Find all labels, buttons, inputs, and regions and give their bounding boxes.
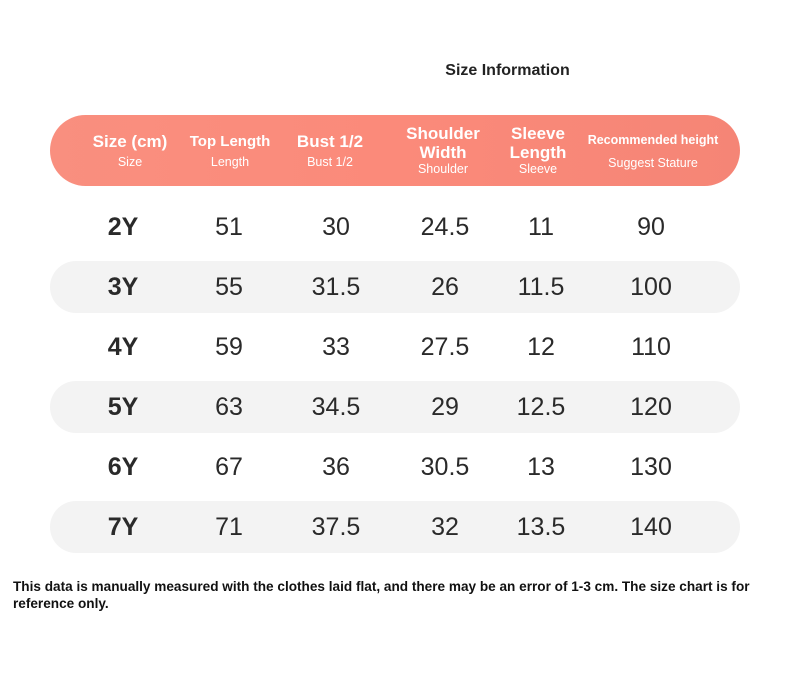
cell-bust: 33 (322, 333, 350, 361)
cell-shoulder: 27.5 (420, 333, 470, 361)
header-height (578, 115, 728, 186)
header-sleeve-sub: Sleeve (518, 162, 558, 176)
table-row (50, 501, 740, 553)
header-length (180, 115, 280, 186)
cell-sleeve: 13.5 (516, 513, 566, 541)
cell-size: 4Y (107, 333, 139, 361)
cell-shoulder: 32 (431, 513, 459, 541)
cell-bust: 34.5 (311, 393, 361, 421)
header-length-label: Top Length (189, 132, 271, 150)
header-shoulder-label: Shoulder Width (406, 124, 480, 162)
cell-length: 71 (215, 513, 243, 541)
cell-height: 140 (630, 513, 672, 541)
table-row (50, 441, 740, 493)
cell-bust: 31.5 (311, 273, 361, 301)
header-bust-label: Bust 1/2 (296, 131, 364, 151)
cell-size: 5Y (107, 393, 139, 421)
cell-height: 90 (637, 213, 665, 241)
header-height-sub: Suggest Stature (608, 155, 698, 170)
table-row (50, 261, 740, 313)
header-sleeve (488, 115, 588, 186)
page-title: Size Information (445, 62, 570, 79)
size-table (50, 115, 740, 541)
header-bust (280, 115, 380, 186)
header-shoulder-sub: Shoulder (417, 162, 469, 176)
cell-size: 7Y (107, 513, 139, 541)
header-shoulder (393, 115, 493, 186)
cell-length: 51 (215, 213, 243, 241)
cell-length: 55 (215, 273, 243, 301)
table-row (50, 381, 740, 433)
header-size-sub: Size (117, 154, 143, 169)
measurement-note: This data is manually measured with the clothes laid flat, and there may be an error of 1-3 cm. The size chart is for reference only. (13, 579, 750, 611)
cell-sleeve: 13 (527, 453, 555, 481)
cell-height: 120 (630, 393, 672, 421)
cell-size: 6Y (107, 453, 139, 481)
table-header (50, 115, 740, 186)
cell-shoulder: 24.5 (420, 213, 470, 241)
header-sleeve-label: Sleeve Length (509, 124, 567, 162)
cell-shoulder: 30.5 (420, 453, 470, 481)
cell-bust: 36 (322, 453, 350, 481)
cell-height: 110 (631, 333, 671, 361)
table-row (50, 201, 740, 253)
cell-size: 3Y (107, 273, 139, 301)
cell-sleeve: 11.5 (517, 273, 565, 301)
cell-sleeve: 12 (527, 333, 555, 361)
cell-height: 100 (630, 273, 672, 301)
header-size (80, 115, 180, 186)
cell-sleeve: 12.5 (516, 393, 566, 421)
table-row (50, 321, 740, 373)
header-bust-sub: Bust 1/2 (307, 154, 353, 169)
cell-length: 67 (215, 453, 243, 481)
cell-length: 59 (215, 333, 243, 361)
header-length-sub: Length (210, 154, 250, 169)
cell-height: 130 (630, 453, 672, 481)
cell-bust: 37.5 (311, 513, 361, 541)
cell-shoulder: 29 (431, 393, 459, 421)
cell-shoulder: 26 (431, 273, 459, 301)
cell-size: 2Y (107, 213, 139, 241)
cell-length: 63 (215, 393, 243, 421)
header-height-label: Recommended height (587, 132, 719, 147)
cell-sleeve: 11 (528, 213, 554, 241)
cell-bust: 30 (322, 213, 350, 241)
header-size-label: Size (cm) (92, 131, 168, 151)
